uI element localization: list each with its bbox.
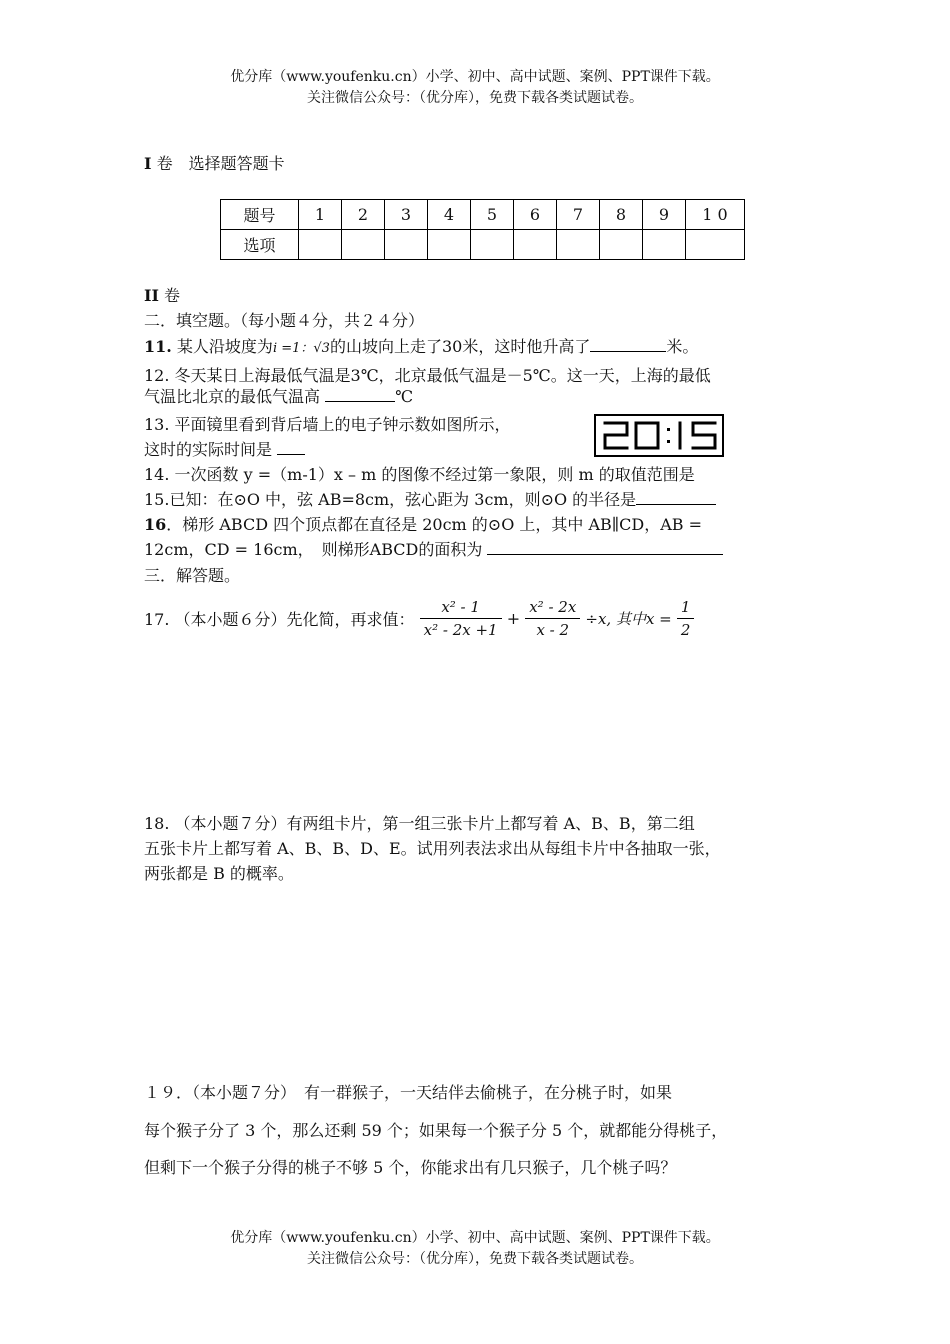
q17-f3-denominator: 2 [680, 621, 691, 639]
q17-divide-condition: ÷x, 其中x = [585, 610, 672, 628]
part1-title: 卷 选择题答题卡 [151, 154, 285, 173]
q18-line-3: 两张都是 B 的概率。 [144, 864, 294, 883]
header-line-2: 关注微信公众号：（优分库），免费下载各类试题试卷。 [307, 90, 643, 106]
answer-table [220, 199, 745, 260]
answer-cell[interactable] [299, 230, 342, 260]
q15-answer-blank[interactable] [636, 504, 716, 505]
question-number: 6 [514, 200, 557, 230]
answer-cell[interactable] [385, 230, 428, 260]
question-number: 1 0 [686, 200, 745, 230]
part2-title: 卷 [158, 286, 181, 305]
question-number: 4 [428, 200, 471, 230]
q16-number: 16 [144, 515, 167, 534]
answer-cell[interactable] [686, 230, 745, 260]
part1-heading [144, 151, 285, 174]
answer-cell[interactable] [600, 230, 643, 260]
question-number: 9 [643, 200, 686, 230]
footer-line-1: 优分库（www.youfenku.cn）小学、初中、高中试题、案例、PPT课件下载。 [230, 1230, 720, 1246]
q17-f2-numerator: x² - 2x [525, 598, 580, 619]
question-15 [144, 487, 716, 510]
q17-fraction-2 [525, 598, 580, 639]
q12-answer-blank[interactable] [325, 401, 395, 402]
q11-number: 11. [144, 337, 172, 356]
q16-line-1 [144, 512, 702, 535]
question-14: 14. 一次函数 y =（m-1）x – m 的图像不经过第一象限，则 m 的取值范围是 [144, 465, 695, 484]
q19-line-3: 但剩下一个猴子分得的桃子不够 5 个，你能求出有几只猴子，几个桃子吗？ [144, 1158, 677, 1177]
header-line-1: 优分库（www.youfenku.cn）小学、初中、高中试题、案例、PPT课件下载。 [230, 69, 720, 85]
answer-cell[interactable] [342, 230, 385, 260]
answer-cell[interactable] [557, 230, 600, 260]
q17-f1-denominator: x² - 2x +1 [423, 621, 498, 639]
question-number: 8 [600, 200, 643, 230]
answer-cell[interactable] [428, 230, 471, 260]
digital-clock-figure [594, 414, 724, 457]
question-number: 1 [299, 200, 342, 230]
answer-table-row-options [221, 230, 745, 260]
q17-f2-denominator: x - 2 [536, 621, 570, 639]
q17-fraction-1 [420, 598, 502, 639]
row2-label: 选项 [221, 230, 299, 260]
section2-title: 二．填空题。（每小题４分，共２４分） [144, 311, 425, 330]
question-number: 2 [342, 200, 385, 230]
q18-line-2: 五张卡片上都写着 A、B、B、D、E。试用列表法求出从每组卡片中各抽取一张， [144, 839, 721, 858]
q17-fraction-3 [677, 598, 695, 639]
answer-table-row-numbers [221, 200, 745, 230]
q11-slope: i =1：√3 [272, 341, 330, 356]
q17-text: 17. （本小题６分）先化简，再求值： [144, 610, 415, 629]
question-number: 7 [557, 200, 600, 230]
clock-digits-icon [596, 416, 722, 455]
footer-line-2: 关注微信公众号：（优分库），免费下载各类试题试卷。 [307, 1251, 643, 1267]
q16-answer-blank[interactable] [487, 554, 723, 555]
q11-tail: 米。 [666, 337, 699, 356]
q11-text-post: 的山坡向上走了30米，这时他升高了 [329, 337, 591, 356]
q18-line-1: 18. （本小题７分）有两组卡片，第一组三张卡片上都写着 A、B、B，第二组 [144, 814, 695, 833]
q17-f1-numerator: x² - 1 [420, 598, 502, 619]
q19-line-1: １９．（本小题７分） 有一群猴子，一天结伴去偷桃子，在分桃子时，如果 [144, 1083, 673, 1102]
q12-line-2-text: 气温比北京的最低气温高 [144, 387, 321, 406]
q11-text-pre: 某人沿坡度为 [171, 337, 273, 356]
q11-answer-blank[interactable] [590, 351, 666, 352]
question-number: 5 [471, 200, 514, 230]
part1-label: I [144, 154, 152, 173]
q16-line-1-text: ．梯形 ABCD 四个顶点都在直径是 20cm 的⊙O 上，其中 AB∥CD，AB = [166, 515, 703, 534]
part2-heading [144, 283, 180, 306]
section3-title: 三．解答题。 [144, 566, 241, 585]
q17-f3-numerator: 1 [677, 598, 695, 619]
q12-line-2 [144, 384, 413, 407]
q13-line-2-text: 这时的实际时间是 [144, 440, 273, 459]
q13-line-1: 13. 平面镜里看到背后墙上的电子钟示数如图所示， [144, 415, 511, 434]
question-17 [144, 598, 694, 639]
q12-unit: ℃ [395, 387, 414, 406]
question-11 [144, 334, 698, 357]
q19-line-2: 每个猴子分了 3 个，那么还剩 59 个；如果每一个猴子分 5 个，就都能分得桃子， [144, 1121, 728, 1140]
q13-line-2 [144, 437, 305, 460]
q17-plus: + [506, 609, 521, 628]
part2-label: II [144, 286, 159, 305]
question-number: 3 [385, 200, 428, 230]
answer-cell[interactable] [643, 230, 686, 260]
row1-label: 题号 [221, 200, 299, 230]
q16-line-2-text: 12cm，CD = 16cm， 则梯形ABCD的面积为 [144, 540, 483, 559]
answer-cell[interactable] [471, 230, 514, 260]
q12-line-1: 12. 冬天某日上海最低气温是3℃，北京最低气温是－5℃。这一天，上海的最低 [144, 366, 711, 385]
q16-line-2 [144, 537, 723, 560]
q15-text: 15.已知：在⊙O 中，弦 AB=8cm，弦心距为 3cm，则⊙O 的半径是 [144, 490, 637, 509]
q13-answer-blank[interactable] [277, 454, 305, 455]
answer-cell[interactable] [514, 230, 557, 260]
